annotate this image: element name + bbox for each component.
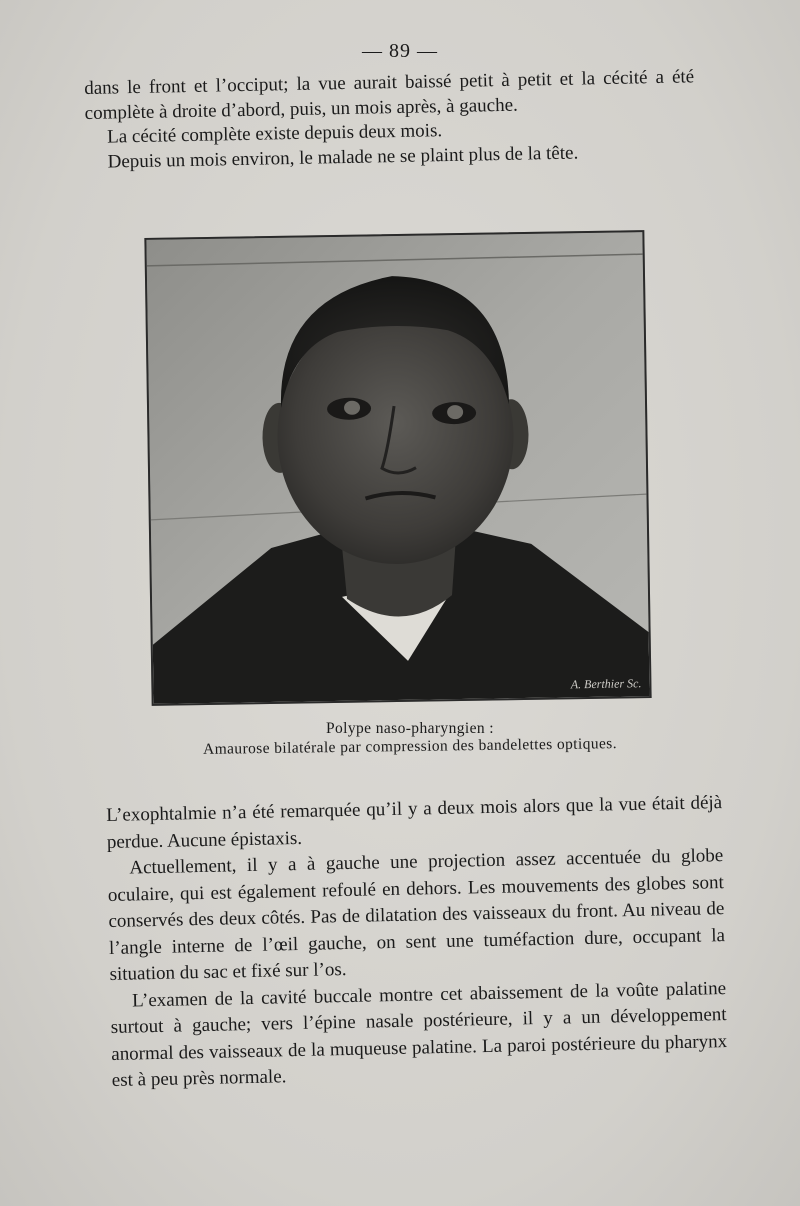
top-text-block: [84, 65, 696, 175]
patient-photograph: [144, 230, 651, 706]
paragraph: Actuellement, il y a à gauche une projection assez accentuée du globe oculaire, qui est également refoulé en dehors. Les mouvements des globes sont conservés des deux côtés. Pas de dilatation des vaisseaux du front. Au niveau de l’angle interne de l’œil gauche, on sent une tuméfaction dure, occupant la situation du sac et fixé sur l’os.: [107, 845, 726, 985]
figure-caption-title: Polype naso-pharyngien :: [325, 720, 494, 737]
paragraph: Depuis un mois environ, le malade ne se plaint plus de la tête.: [107, 142, 579, 173]
photograph-image: [146, 232, 649, 704]
engraver-signature: A. Berthier Sc.: [570, 676, 642, 692]
page-number: — 89 —: [362, 40, 438, 62]
paragraph: La cécité complète existe depuis deux mois.: [106, 120, 443, 148]
paragraph: dans le front et l’occiput; la vue aurait baissé petit à petit et la cécité a été complète à droite d’abord, puis, un mois après, à gauche.: [84, 66, 695, 124]
paragraph: L’examen de la cavité buccale montre cet abaissement de la voûte palatine surtout à gauche; vers l’épine nasale postérieure, il y a un développement anormal des vaisseaux de la muqueuse palatine. La paroi postérieure du pharynx est à peu près normale.: [110, 977, 728, 1091]
bottom-text-block: [106, 790, 728, 1094]
paragraph: L’exophtalmie n’a été remarquée qu’il y a deux mois alors que la vue était déjà perdue. Aucune épistaxis.: [106, 792, 723, 853]
figure-caption-description: Amaurose bilatérale par compression des bandelettes optiques.: [202, 735, 618, 758]
